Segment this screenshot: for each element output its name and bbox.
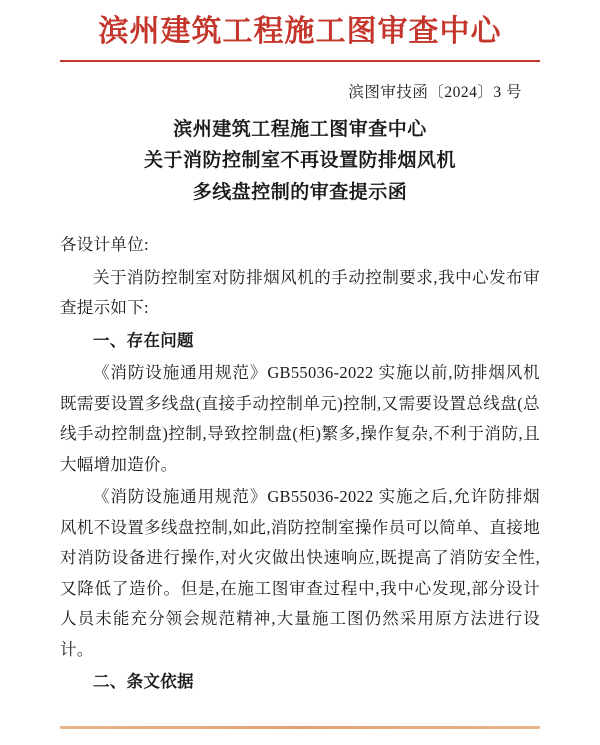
masthead-divider — [60, 60, 540, 62]
masthead-title: 滨州建筑工程施工图审查中心 — [98, 14, 502, 49]
paragraph-problem-1: 《消防设施通用规范》GB55036-2022 实施以前,防排烟风机既需要设置多线盘(直接手动控制单元)控制,又需要设置总线盘(总线手动控制盘)控制,导致控制盘(柜)繁多,操作复杂,不利于消防,且大幅增加造价。 — [60, 363, 540, 474]
section-heading-one: 一、存在问题 — [93, 330, 194, 350]
document-headline — [60, 114, 540, 208]
section-heading-two: 二、条文依据 — [93, 672, 194, 692]
paragraph-problem-2: 《消防设施通用规范》GB55036-2022 实施之后,允许防排烟风机不设置多线盘控制,如此,消防控制室操作员可以简单、直接地对消防设备进行操作,对火灾做出快速响应,既提高了消防安全性,又降低了造价。但是,在施工图审查过程中,我中心发现,部分设计人员未能充分领会规范精神,大量施工图仍然采用原方法进行设计。 — [60, 487, 540, 659]
headline-line-2: 关于消防控制室不再设置防排烟风机 — [143, 150, 456, 172]
salutation: 各设计单位: — [60, 235, 149, 255]
headline-line-1: 滨州建筑工程施工图审查中心 — [173, 119, 427, 140]
masthead — [60, 0, 540, 62]
document-number: 滨图审技函〔2024〕3 号 — [348, 84, 522, 101]
footer-ornament — [60, 726, 540, 729]
document-body — [60, 230, 540, 698]
paragraph-intro: 关于消防控制室对防排烟风机的手动控制要求,我中心发布审查提示如下: — [60, 267, 540, 318]
headline-line-3: 多线盘控制的审查提示函 — [192, 181, 408, 203]
